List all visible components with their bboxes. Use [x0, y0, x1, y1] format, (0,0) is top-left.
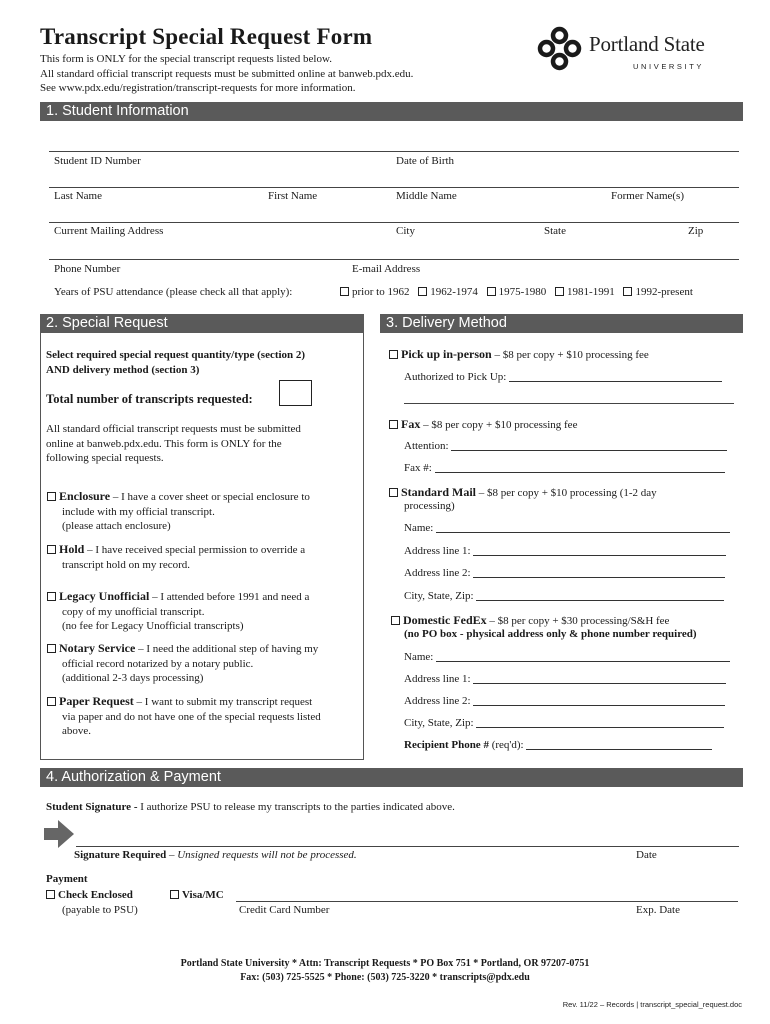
checkbox[interactable] — [47, 697, 56, 706]
last-name-label: Last Name — [54, 190, 102, 202]
standard-mail-option[interactable]: Standard Mail – $8 per copy + $10 processing (1-2 day — [389, 485, 657, 500]
checkbox[interactable] — [555, 287, 564, 296]
email-label: E-mail Address — [352, 263, 421, 275]
arrow-right-icon — [44, 820, 74, 848]
years-options — [340, 286, 693, 298]
mail-city-input[interactable] — [476, 591, 724, 601]
checkbox[interactable] — [623, 287, 632, 296]
logo-name: Portland State — [589, 32, 705, 56]
page-title: Transcript Special Request Form — [40, 24, 373, 49]
student-id-label: Student ID Number — [54, 155, 141, 167]
option-notary-service[interactable]: Notary Service – I need the additional step of having my official record notarized by a notary public. (additional 2-3 days processing) — [47, 641, 359, 686]
exp-date-label: Exp. Date — [636, 904, 680, 916]
standard-note: All standard official transcript requests must be submitted online at banweb.pdx.edu. This form is ONLY for the following special requests. — [46, 423, 301, 464]
authorized-field: Authorized to Pick Up: — [404, 371, 722, 383]
fedex-city-input[interactable] — [476, 718, 724, 728]
state-label: State — [544, 225, 566, 237]
mail-address2-field: Address line 2: — [404, 567, 725, 579]
psu-logo — [537, 20, 732, 84]
city-label: City — [396, 225, 415, 237]
section-2-header: 2. Special Request — [40, 314, 364, 333]
mail-name-input[interactable] — [436, 523, 730, 533]
option-hold[interactable]: Hold – I have received special permission to override a transcript hold on my record. — [47, 542, 359, 572]
fax-number-input[interactable] — [435, 463, 725, 473]
fedex-city-field: City, State, Zip: — [404, 717, 724, 729]
address-label: Current Mailing Address — [54, 225, 164, 237]
year-option-1981-1991[interactable]: 1981-1991 — [555, 286, 615, 298]
checkbox[interactable] — [418, 287, 427, 296]
mail-fee-continued: processing) — [404, 500, 455, 512]
divider — [49, 187, 739, 188]
recipient-phone-input[interactable] — [526, 740, 712, 750]
middle-name-label: Middle Name — [396, 190, 457, 202]
pickup-option[interactable]: Pick up in-person – $8 per copy + $10 processing fee — [389, 347, 649, 362]
checkbox[interactable] — [47, 644, 56, 653]
psu-logo-mark-icon — [537, 24, 583, 74]
check-note: (payable to PSU) — [62, 904, 138, 916]
select-instructions: Select required special request quantity/type (section 2) AND delivery method (section 3) — [46, 349, 306, 376]
checkbox[interactable] — [487, 287, 496, 296]
divider — [49, 259, 739, 260]
fedex-option[interactable]: Domestic FedEx – $8 per copy + $30 processing/S&H fee — [391, 613, 669, 628]
year-option-1962-1974[interactable]: 1962-1974 — [418, 286, 478, 298]
fedex-name-field: Name: — [404, 651, 730, 663]
mail-name-field: Name: — [404, 522, 730, 534]
mail-address2-input[interactable] — [473, 568, 725, 578]
checkbox[interactable] — [389, 488, 398, 497]
mail-address1-input[interactable] — [473, 546, 726, 556]
attention-field: Attention: — [404, 440, 727, 452]
student-signature-text: Student Signature - I authorize PSU to release my transcripts to the parties indicated above. — [46, 801, 455, 813]
zip-label: Zip — [688, 225, 704, 237]
credit-card-label: Credit Card Number — [239, 904, 330, 916]
section-3-header: 3. Delivery Method — [380, 314, 743, 333]
checkbox[interactable] — [391, 616, 400, 625]
signature-line[interactable] — [76, 846, 739, 847]
credit-card-line[interactable] — [236, 901, 738, 902]
checkbox[interactable] — [170, 890, 179, 899]
fedex-address2-input[interactable] — [473, 696, 725, 706]
checkbox[interactable] — [389, 350, 398, 359]
total-label: Total number of transcripts requested: — [46, 392, 253, 406]
years-label: Years of PSU attendance (please check all that apply): — [54, 286, 293, 298]
mail-city-field: City, State, Zip: — [404, 590, 724, 602]
section-4-header: 4. Authorization & Payment — [40, 768, 743, 787]
year-option-prior-1962[interactable]: prior to 1962 — [340, 286, 409, 298]
revision-note: Rev. 11/22 – Records | transcript_special_request.doc — [562, 1000, 742, 1009]
divider — [49, 151, 739, 152]
fedex-address2-field: Address line 2: — [404, 695, 725, 707]
authorized-extra-line[interactable] — [404, 403, 734, 404]
date-label: Date — [636, 849, 657, 861]
checkbox[interactable] — [47, 545, 56, 554]
fedex-note: (no PO box - physical address only & phone number required) — [404, 628, 697, 640]
check-enclosed-option[interactable]: Check Enclosed — [46, 889, 133, 901]
attention-input[interactable] — [451, 441, 727, 451]
signature-required: Signature Required – Unsigned requests will not be processed. — [74, 849, 357, 861]
checkbox[interactable] — [47, 592, 56, 601]
dob-label: Date of Birth — [396, 155, 455, 167]
total-input[interactable] — [279, 380, 312, 406]
fax-option[interactable]: Fax – $8 per copy + $10 processing fee — [389, 417, 577, 432]
mail-address1-field: Address line 1: — [404, 545, 726, 557]
fax-number-field: Fax #: — [404, 462, 725, 474]
checkbox[interactable] — [389, 420, 398, 429]
phone-label: Phone Number — [54, 263, 121, 275]
divider — [49, 222, 739, 223]
authorized-input[interactable] — [509, 372, 722, 382]
year-option-1992-present[interactable]: 1992-present — [623, 286, 692, 298]
logo-subtitle: UNIVERSITY — [633, 62, 705, 71]
option-enclosure[interactable]: Enclosure – I have a cover sheet or special enclosure to include with my official transcript. (please attach enclosure) — [47, 489, 359, 534]
section-1-header: 1. Student Information — [40, 102, 743, 121]
former-names-label: Former Name(s) — [611, 190, 685, 202]
footer-contact: Portland State University * Attn: Transcript Requests * PO Box 751 * Portland, OR 97207-0751 Fax: (503) 725-5525 * Phone: (503) 725-3220 * transcripts@pdx.edu — [180, 958, 590, 983]
checkbox[interactable] — [340, 287, 349, 296]
fedex-address1-input[interactable] — [473, 674, 726, 684]
payment-label: Payment — [46, 873, 88, 885]
option-legacy-unofficial[interactable]: Legacy Unofficial – I attended before 1991 and need a copy of my unofficial transcript. (no fee for Legacy Unofficial transcripts) — [47, 589, 359, 634]
intro-text: This form is ONLY for the special transcript requests listed below. All standard official transcript requests must be submitted online at banweb.pdx.edu. See www.pdx.edu/registration/transcript-requests for more information. — [40, 53, 414, 94]
recipient-phone-field: Recipient Phone # (req'd): — [404, 739, 712, 751]
option-paper-request[interactable]: Paper Request – I want to submit my transcript request via paper and do not have one of the special requests listed above. — [47, 694, 359, 739]
year-option-1975-1980[interactable]: 1975-1980 — [487, 286, 547, 298]
checkbox[interactable] — [46, 890, 55, 899]
first-name-label: First Name — [268, 190, 318, 202]
fedex-address1-field: Address line 1: — [404, 673, 726, 685]
visa-mc-option[interactable]: Visa/MC — [170, 889, 224, 901]
checkbox[interactable] — [47, 492, 56, 501]
fedex-name-input[interactable] — [436, 652, 730, 662]
